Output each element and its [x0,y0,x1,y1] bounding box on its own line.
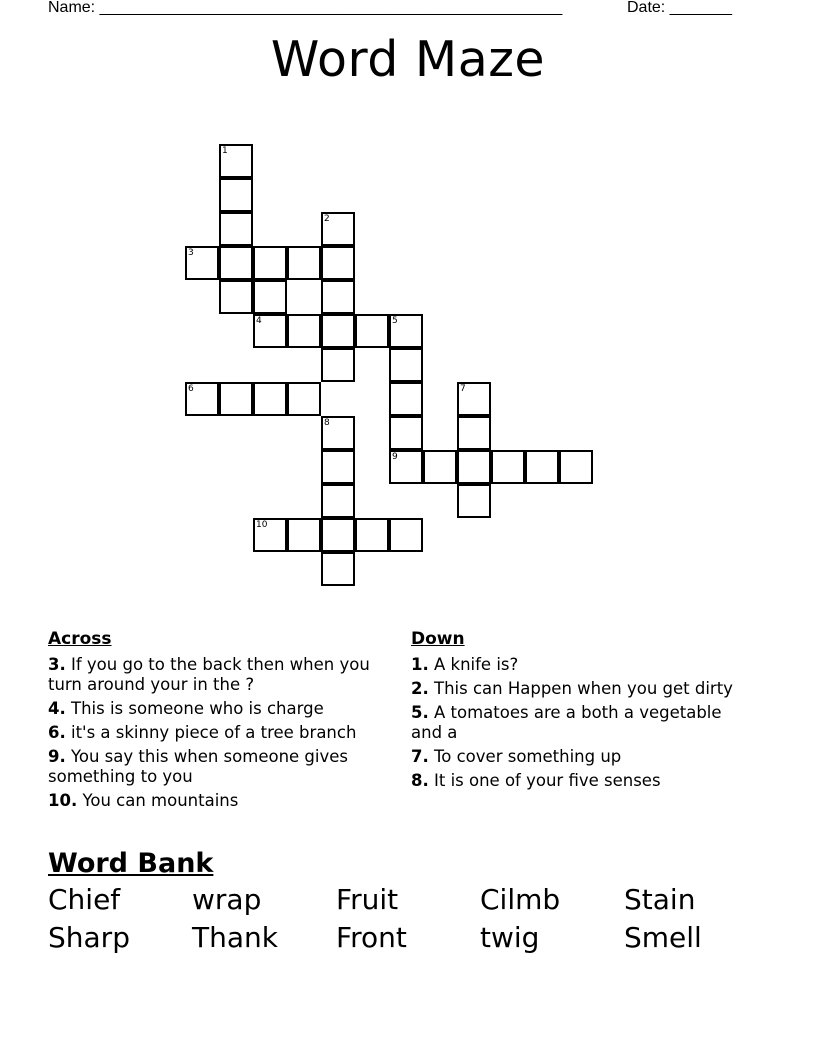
word-bank-heading: Word Bank [48,848,214,879]
clue-across-9 [48,747,384,787]
date-field[interactable]: Date: _______ [627,0,732,16]
clue-number: 8. [411,771,429,790]
word-bank-item: Sharp [48,921,130,954]
clue-across-3 [48,655,384,695]
clue-text: It is one of your five senses [428,771,661,790]
clue-text: You say this when someone gives something to you [48,747,348,786]
clue-text: To cover something up [428,747,622,766]
crossword-cell[interactable] [287,314,321,348]
crossword-cell[interactable] [253,280,287,314]
cell-number: 10 [256,520,268,530]
crossword-cell[interactable] [389,348,423,382]
cell-number: 4 [256,316,262,326]
down-heading: Down [411,629,465,649]
crossword-cell[interactable] [525,450,559,484]
crossword-cell[interactable] [355,314,389,348]
cell-number: 3 [188,248,194,258]
clue-down-1 [411,655,747,675]
clue-number: 10. [48,791,78,810]
crossword-cell[interactable] [253,382,287,416]
crossword-cell[interactable] [389,450,423,484]
crossword-cell[interactable] [287,246,321,280]
clue-number: 7. [411,747,429,766]
crossword-cell[interactable] [457,416,491,450]
crossword-cell[interactable] [389,518,423,552]
page-title: Word Maze [270,31,546,88]
crossword-cell[interactable] [321,280,355,314]
crossword-cell[interactable] [321,348,355,382]
crossword-cell[interactable] [287,518,321,552]
crossword-cell[interactable] [457,382,491,416]
word-bank-item: Smell [624,921,702,954]
cell-number: 5 [392,316,398,326]
crossword-cell[interactable] [321,416,355,450]
crossword-cell[interactable] [253,246,287,280]
cell-number: 2 [324,214,330,224]
word-bank-item: Cilmb [480,883,561,916]
clue-down-7 [411,747,747,767]
crossword-cell[interactable] [389,382,423,416]
crossword-cell[interactable] [253,314,287,348]
down-clue-list [411,655,747,795]
crossword-cell[interactable] [219,280,253,314]
word-bank-item: Fruit [336,883,399,916]
clue-number: 1. [411,655,429,674]
name-field[interactable]: Name: ____________________________________________________ [48,0,563,16]
crossword-cell[interactable] [423,450,457,484]
crossword-cell[interactable] [219,246,253,280]
crossword-cell[interactable] [389,416,423,450]
crossword-cell[interactable] [253,518,287,552]
crossword-cell[interactable] [321,552,355,586]
crossword-cell[interactable] [219,212,253,246]
crossword-cell[interactable] [185,246,219,280]
clue-text: You can mountains [77,791,239,810]
word-bank-item: wrap [192,883,262,916]
across-clue-list [48,655,384,815]
crossword-cell[interactable] [457,484,491,518]
clue-down-8 [411,771,747,791]
crossword-cell[interactable] [321,484,355,518]
word-bank-item: Front [336,921,407,954]
crossword-cell[interactable] [321,314,355,348]
word-bank-item: Chief [48,883,121,916]
clue-text: If you go to the back then when you turn around your in the ? [48,655,370,694]
crossword-cell[interactable] [321,246,355,280]
cell-number: 8 [324,418,330,428]
word-bank-item: twig [480,921,540,954]
crossword-cell[interactable] [321,450,355,484]
crossword-cell[interactable] [491,450,525,484]
word-bank-item: Stain [624,883,696,916]
clue-across-6 [48,723,384,743]
crossword-cell[interactable] [219,144,253,178]
clue-text: This can Happen when you get dirty [428,679,733,698]
cell-number: 1 [222,146,228,156]
crossword-cell[interactable] [219,178,253,212]
clue-across-4 [48,699,384,719]
crossword-cell[interactable] [389,314,423,348]
cell-number: 6 [188,384,194,394]
across-heading: Across [48,629,112,649]
crossword-cell[interactable] [321,212,355,246]
crossword-cell[interactable] [287,382,321,416]
clue-text: A knife is? [428,655,519,674]
clue-number: 5. [411,703,429,722]
clue-down-2 [411,679,747,699]
clue-across-10 [48,791,384,811]
clue-number: 3. [48,655,66,674]
crossword-cell[interactable] [321,518,355,552]
crossword-cell[interactable] [355,518,389,552]
clue-number: 6. [48,723,66,742]
crossword-cell[interactable] [457,450,491,484]
crossword-cell[interactable] [185,382,219,416]
word-bank-item: Thank [192,921,278,954]
clue-number: 2. [411,679,429,698]
clue-number: 9. [48,747,66,766]
clue-number: 4. [48,699,66,718]
clue-down-5 [411,703,747,743]
crossword-cell[interactable] [559,450,593,484]
clue-text: it's a skinny piece of a tree branch [65,723,357,742]
clue-text: A tomatoes are a both a vegetable and a [411,703,722,742]
cell-number: 7 [460,384,466,394]
crossword-cell[interactable] [219,382,253,416]
clue-text: This is someone who is charge [65,699,324,718]
cell-number: 9 [392,452,398,462]
